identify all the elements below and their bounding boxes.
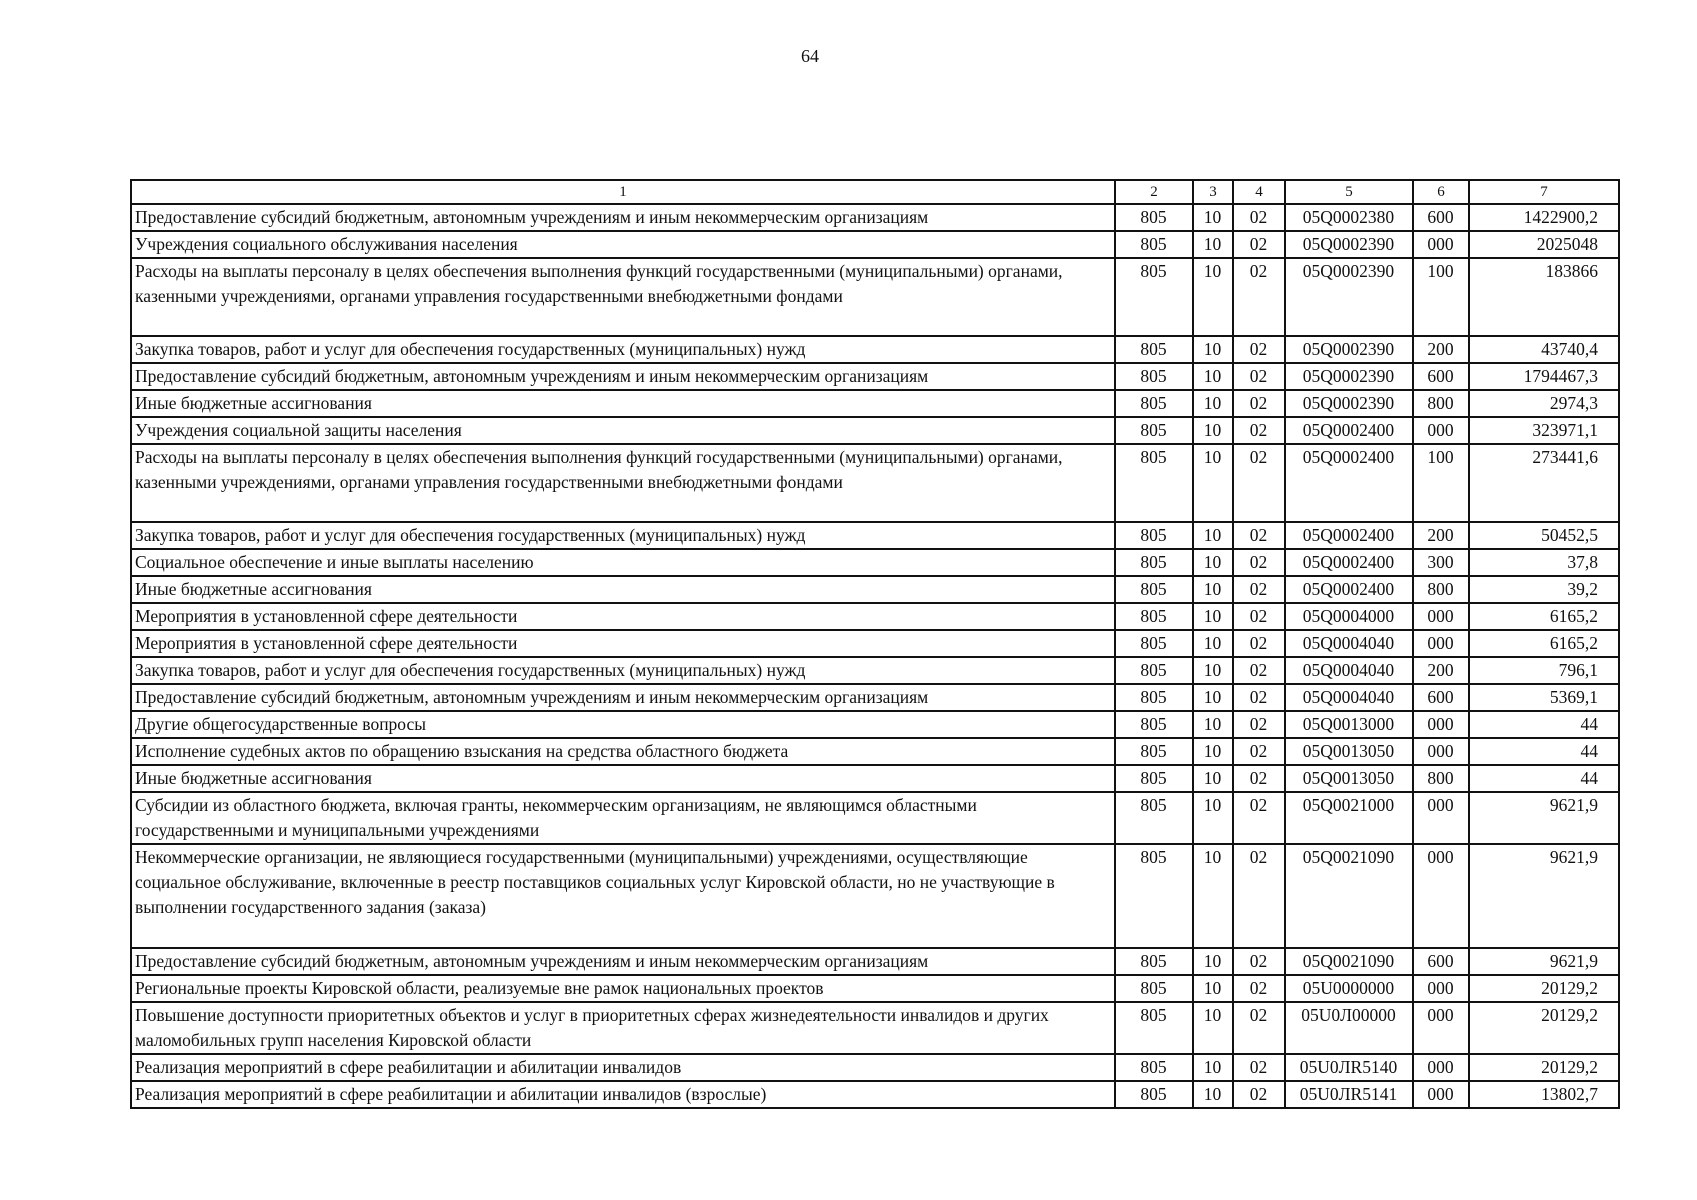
row-item-name: Закупка товаров, работ и услуг для обеспечения государственных (муниципальных) нужд [131, 522, 1115, 549]
table-header-row [131, 180, 1619, 204]
row-amount: 44 [1469, 765, 1619, 792]
table-row [131, 657, 1619, 684]
row-item-name: Повышение доступности приоритетных объектов и услуг в приоритетных сферах жизнедеятельности инвалидов и других маломобильных групп населения Кировской области [131, 1002, 1115, 1054]
row-code-col3: 10 [1193, 844, 1233, 948]
row-amount: 5369,1 [1469, 684, 1619, 711]
row-code-col5: 05Q0021000 [1285, 792, 1413, 844]
row-code-col4: 02 [1233, 231, 1285, 258]
row-code-col2: 805 [1115, 522, 1193, 549]
row-code-col6: 200 [1413, 336, 1469, 363]
table-row [131, 765, 1619, 792]
row-item-name: Закупка товаров, работ и услуг для обеспечения государственных (муниципальных) нужд [131, 657, 1115, 684]
row-code-col3: 10 [1193, 684, 1233, 711]
row-code-col3: 10 [1193, 711, 1233, 738]
row-code-col3: 10 [1193, 522, 1233, 549]
row-code-col3: 10 [1193, 258, 1233, 336]
row-item-name: Учреждения социальной защиты населения [131, 417, 1115, 444]
row-code-col4: 02 [1233, 603, 1285, 630]
column-header-6: 6 [1413, 180, 1469, 204]
row-code-col3: 10 [1193, 948, 1233, 975]
row-amount: 9621,9 [1469, 948, 1619, 975]
row-code-col3: 10 [1193, 657, 1233, 684]
column-header-7: 7 [1469, 180, 1619, 204]
row-code-col5: 05Q0021090 [1285, 948, 1413, 975]
row-code-col4: 02 [1233, 684, 1285, 711]
row-code-col6: 000 [1413, 603, 1469, 630]
row-item-name: Реализация мероприятий в сфере реабилитации и абилитации инвалидов [131, 1054, 1115, 1081]
row-code-col5: 05Q0002400 [1285, 522, 1413, 549]
row-amount: 20129,2 [1469, 1002, 1619, 1054]
table-row [131, 844, 1619, 948]
row-amount: 13802,7 [1469, 1081, 1619, 1108]
row-amount: 20129,2 [1469, 975, 1619, 1002]
column-header-1: 1 [131, 180, 1115, 204]
row-item-name: Мероприятия в установленной сфере деятельности [131, 630, 1115, 657]
row-code-col3: 10 [1193, 975, 1233, 1002]
row-code-col3: 10 [1193, 549, 1233, 576]
row-code-col4: 02 [1233, 390, 1285, 417]
row-code-col3: 10 [1193, 1002, 1233, 1054]
column-header-3: 3 [1193, 180, 1233, 204]
table-row [131, 738, 1619, 765]
row-code-col3: 10 [1193, 444, 1233, 522]
row-code-col4: 02 [1233, 948, 1285, 975]
row-item-name: Реализация мероприятий в сфере реабилитации и абилитации инвалидов (взрослые) [131, 1081, 1115, 1108]
table-row [131, 975, 1619, 1002]
row-code-col2: 805 [1115, 258, 1193, 336]
table-row [131, 204, 1619, 231]
row-code-col3: 10 [1193, 417, 1233, 444]
table-row [131, 549, 1619, 576]
row-code-col3: 10 [1193, 738, 1233, 765]
row-code-col2: 805 [1115, 204, 1193, 231]
row-code-col4: 02 [1233, 630, 1285, 657]
row-code-col3: 10 [1193, 765, 1233, 792]
row-code-col4: 02 [1233, 657, 1285, 684]
row-code-col5: 05Q0002400 [1285, 549, 1413, 576]
row-item-name: Учреждения социального обслуживания населения [131, 231, 1115, 258]
row-code-col3: 10 [1193, 1081, 1233, 1108]
row-code-col6: 000 [1413, 1002, 1469, 1054]
row-code-col4: 02 [1233, 1081, 1285, 1108]
row-code-col4: 02 [1233, 417, 1285, 444]
row-amount: 37,8 [1469, 549, 1619, 576]
row-code-col5: 05U0000000 [1285, 975, 1413, 1002]
row-code-col2: 805 [1115, 336, 1193, 363]
table-row [131, 231, 1619, 258]
row-code-col5: 05Q0002400 [1285, 444, 1413, 522]
page-number: 64 [801, 46, 819, 66]
row-item-name: Расходы на выплаты персоналу в целях обеспечения выполнения функций государственными (муниципальными) органами, казенными учреждениями, органами управления государственными внебюджетными фондами [131, 258, 1115, 336]
row-code-col6: 600 [1413, 363, 1469, 390]
row-code-col6: 000 [1413, 1081, 1469, 1108]
row-amount: 2025048 [1469, 231, 1619, 258]
row-code-col2: 805 [1115, 603, 1193, 630]
row-amount: 20129,2 [1469, 1054, 1619, 1081]
table-row [131, 1054, 1619, 1081]
row-code-col6: 000 [1413, 738, 1469, 765]
row-code-col6: 000 [1413, 711, 1469, 738]
table-row [131, 258, 1619, 336]
row-amount: 9621,9 [1469, 792, 1619, 844]
row-code-col2: 805 [1115, 444, 1193, 522]
row-item-name: Социальное обеспечение и иные выплаты населению [131, 549, 1115, 576]
row-code-col3: 10 [1193, 576, 1233, 603]
row-code-col2: 805 [1115, 1002, 1193, 1054]
row-code-col6: 000 [1413, 630, 1469, 657]
table-row [131, 603, 1619, 630]
row-code-col5: 05U0Л00000 [1285, 1002, 1413, 1054]
row-code-col4: 02 [1233, 258, 1285, 336]
row-code-col5: 05Q0002400 [1285, 417, 1413, 444]
row-code-col2: 805 [1115, 711, 1193, 738]
row-item-name: Расходы на выплаты персоналу в целях обеспечения выполнения функций государственными (муниципальными) органами, казенными учреждениями, органами управления государственными внебюджетными фондами [131, 444, 1115, 522]
table-row [131, 363, 1619, 390]
row-code-col2: 805 [1115, 948, 1193, 975]
row-code-col5: 05Q0004000 [1285, 603, 1413, 630]
table-row [131, 390, 1619, 417]
row-code-col5: 05Q0002390 [1285, 258, 1413, 336]
table-row [131, 444, 1619, 522]
table-row [131, 711, 1619, 738]
row-amount: 2974,3 [1469, 390, 1619, 417]
row-code-col5: 05Q0002390 [1285, 390, 1413, 417]
row-code-col2: 805 [1115, 738, 1193, 765]
row-item-name: Иные бюджетные ассигнования [131, 576, 1115, 603]
row-code-col2: 805 [1115, 657, 1193, 684]
row-amount: 50452,5 [1469, 522, 1619, 549]
table-row [131, 1002, 1619, 1054]
row-code-col2: 805 [1115, 363, 1193, 390]
row-code-col6: 100 [1413, 444, 1469, 522]
row-code-col6: 200 [1413, 657, 1469, 684]
row-amount: 1794467,3 [1469, 363, 1619, 390]
row-code-col3: 10 [1193, 204, 1233, 231]
table-row [131, 792, 1619, 844]
row-code-col2: 805 [1115, 630, 1193, 657]
table-row [131, 1081, 1619, 1108]
row-code-col4: 02 [1233, 792, 1285, 844]
row-code-col4: 02 [1233, 204, 1285, 231]
row-item-name: Мероприятия в установленной сфере деятельности [131, 603, 1115, 630]
row-code-col5: 05Q0004040 [1285, 630, 1413, 657]
row-code-col4: 02 [1233, 738, 1285, 765]
row-code-col5: 05Q0002380 [1285, 204, 1413, 231]
row-code-col5: 05Q0002390 [1285, 336, 1413, 363]
row-code-col5: 05Q0002390 [1285, 363, 1413, 390]
table-row [131, 630, 1619, 657]
row-code-col3: 10 [1193, 390, 1233, 417]
row-code-col5: 05Q0004040 [1285, 684, 1413, 711]
row-code-col6: 800 [1413, 390, 1469, 417]
row-code-col4: 02 [1233, 1002, 1285, 1054]
row-code-col2: 805 [1115, 684, 1193, 711]
row-code-col4: 02 [1233, 444, 1285, 522]
row-amount: 183866 [1469, 258, 1619, 336]
row-code-col6: 800 [1413, 576, 1469, 603]
row-code-col6: 000 [1413, 975, 1469, 1002]
table-row [131, 948, 1619, 975]
row-code-col6: 000 [1413, 844, 1469, 948]
row-code-col4: 02 [1233, 711, 1285, 738]
column-header-4: 4 [1233, 180, 1285, 204]
row-code-col5: 05Q0002400 [1285, 576, 1413, 603]
row-code-col6: 300 [1413, 549, 1469, 576]
row-code-col6: 000 [1413, 1054, 1469, 1081]
row-code-col2: 805 [1115, 1054, 1193, 1081]
row-code-col4: 02 [1233, 975, 1285, 1002]
row-code-col2: 805 [1115, 549, 1193, 576]
row-amount: 43740,4 [1469, 336, 1619, 363]
row-code-col2: 805 [1115, 576, 1193, 603]
column-header-2: 2 [1115, 180, 1193, 204]
row-code-col6: 600 [1413, 204, 1469, 231]
row-code-col3: 10 [1193, 792, 1233, 844]
row-code-col6: 000 [1413, 417, 1469, 444]
table-row [131, 576, 1619, 603]
row-code-col4: 02 [1233, 363, 1285, 390]
row-code-col4: 02 [1233, 844, 1285, 948]
row-code-col3: 10 [1193, 231, 1233, 258]
row-code-col6: 200 [1413, 522, 1469, 549]
row-amount: 273441,6 [1469, 444, 1619, 522]
row-code-col2: 805 [1115, 1081, 1193, 1108]
row-code-col6: 600 [1413, 684, 1469, 711]
row-code-col4: 02 [1233, 336, 1285, 363]
row-code-col3: 10 [1193, 363, 1233, 390]
row-code-col2: 805 [1115, 417, 1193, 444]
row-item-name: Региональные проекты Кировской области, реализуемые вне рамок национальных проектов [131, 975, 1115, 1002]
row-code-col5: 05Q0013050 [1285, 765, 1413, 792]
row-code-col5: 05U0ЛR5141 [1285, 1081, 1413, 1108]
row-code-col2: 805 [1115, 792, 1193, 844]
row-code-col4: 02 [1233, 765, 1285, 792]
row-code-col5: 05Q0004040 [1285, 657, 1413, 684]
table-row [131, 417, 1619, 444]
table-row [131, 336, 1619, 363]
row-code-col5: 05Q0021090 [1285, 844, 1413, 948]
row-item-name: Предоставление субсидий бюджетным, автономным учреждениям и иным некоммерческим организациям [131, 204, 1115, 231]
row-item-name: Предоставление субсидий бюджетным, автономным учреждениям и иным некоммерческим организациям [131, 684, 1115, 711]
row-item-name: Субсидии из областного бюджета, включая гранты, некоммерческим организациям, не являющимся областными государственными и муниципальными учреждениями [131, 792, 1115, 844]
row-code-col5: 05U0ЛR5140 [1285, 1054, 1413, 1081]
row-amount: 44 [1469, 738, 1619, 765]
table-row [131, 522, 1619, 549]
row-code-col5: 05Q0013050 [1285, 738, 1413, 765]
row-code-col2: 805 [1115, 765, 1193, 792]
row-amount: 6165,2 [1469, 603, 1619, 630]
row-code-col3: 10 [1193, 1054, 1233, 1081]
row-code-col6: 000 [1413, 231, 1469, 258]
row-item-name: Иные бюджетные ассигнования [131, 390, 1115, 417]
row-code-col3: 10 [1193, 603, 1233, 630]
row-amount: 1422900,2 [1469, 204, 1619, 231]
row-code-col5: 05Q0002390 [1285, 231, 1413, 258]
row-code-col4: 02 [1233, 1054, 1285, 1081]
row-code-col4: 02 [1233, 522, 1285, 549]
row-item-name: Исполнение судебных актов по обращению взыскания на средства областного бюджета [131, 738, 1115, 765]
row-item-name: Предоставление субсидий бюджетным, автономным учреждениям и иным некоммерческим организациям [131, 948, 1115, 975]
row-code-col6: 800 [1413, 765, 1469, 792]
row-code-col6: 100 [1413, 258, 1469, 336]
row-amount: 796,1 [1469, 657, 1619, 684]
row-amount: 6165,2 [1469, 630, 1619, 657]
row-code-col2: 805 [1115, 975, 1193, 1002]
row-code-col3: 10 [1193, 630, 1233, 657]
row-code-col6: 000 [1413, 792, 1469, 844]
row-code-col3: 10 [1193, 336, 1233, 363]
row-item-name: Закупка товаров, работ и услуг для обеспечения государственных (муниципальных) нужд [131, 336, 1115, 363]
row-amount: 323971,1 [1469, 417, 1619, 444]
table-row [131, 684, 1619, 711]
row-code-col4: 02 [1233, 549, 1285, 576]
row-item-name: Другие общегосударственные вопросы [131, 711, 1115, 738]
row-amount: 9621,9 [1469, 844, 1619, 948]
row-code-col6: 600 [1413, 948, 1469, 975]
row-code-col2: 805 [1115, 390, 1193, 417]
row-item-name: Некоммерческие организации, не являющиеся государственными (муниципальными) учреждениями, осуществляющие социальное обслуживание, включенные в реестр поставщиков социальных услуг Кировской области, но не участвующие в выполнении государственного задания (заказа) [131, 844, 1115, 948]
row-code-col2: 805 [1115, 231, 1193, 258]
row-amount: 44 [1469, 711, 1619, 738]
row-code-col5: 05Q0013000 [1285, 711, 1413, 738]
row-amount: 39,2 [1469, 576, 1619, 603]
budget-table [130, 179, 1620, 1109]
row-item-name: Иные бюджетные ассигнования [131, 765, 1115, 792]
row-code-col2: 805 [1115, 844, 1193, 948]
row-item-name: Предоставление субсидий бюджетным, автономным учреждениям и иным некоммерческим организациям [131, 363, 1115, 390]
row-code-col4: 02 [1233, 576, 1285, 603]
column-header-5: 5 [1285, 180, 1413, 204]
